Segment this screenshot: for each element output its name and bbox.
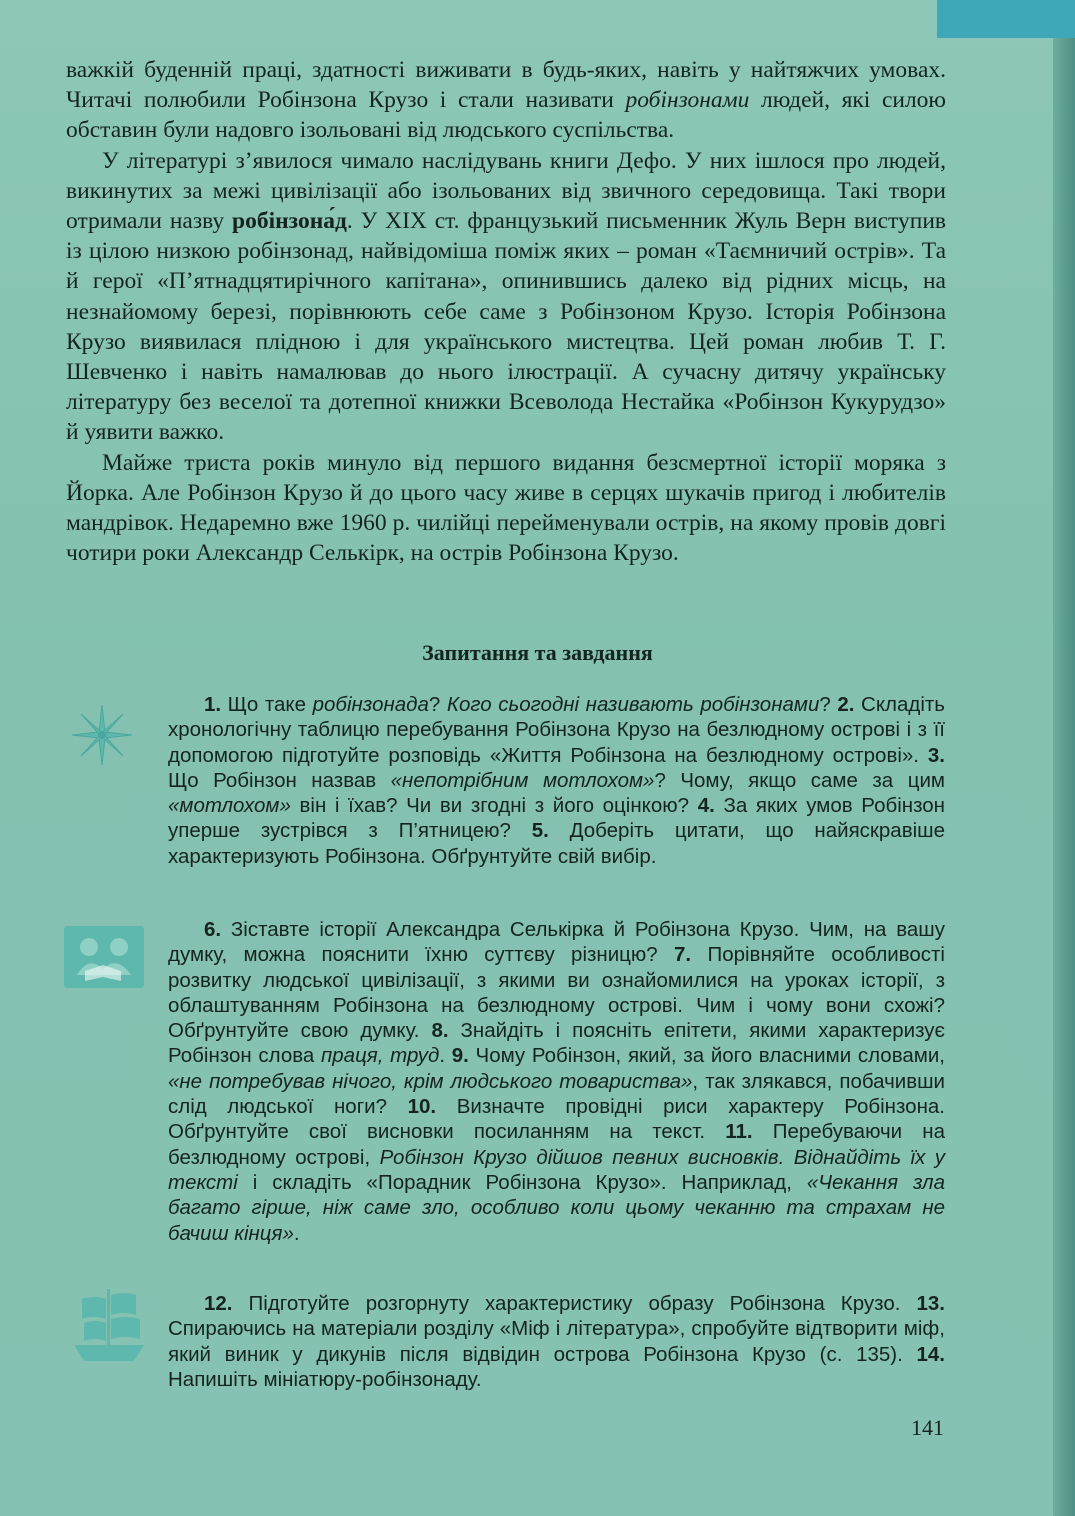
reading-children-icon xyxy=(63,925,145,989)
task-number: 2. xyxy=(837,693,855,716)
task-emphasis: робінзонада xyxy=(312,693,429,716)
task-text: Складіть хронологічну таблицю перебування Робінзона Крузо на безлюдному острові і з її допомогою підготуйте розповідь «Життя Робінзона на безлюдному острові». xyxy=(168,693,945,767)
task-text: ? Чому, якщо саме за цим xyxy=(654,768,945,792)
task-text: , так злякався, побачивши слід людської ноги? xyxy=(168,1069,945,1119)
task-text: Що Робінзон назвав xyxy=(168,768,391,792)
task-number: 12. xyxy=(204,1292,233,1315)
paragraph-3: Майже триста років минуло від першого видання безсмертної історії моряка з Йорка. Але Робінзон Крузо й до цього часу живе в серцях шукачів пригод і любителів мандрівок. Недаремно вже 1960 р. чилійці перейменували острів, на якому провів довгі чотири роки Александр Селькірк, на острів Робінзона Крузо. xyxy=(66,449,946,567)
chapter-corner-tab xyxy=(937,0,1075,38)
task-number: 8. xyxy=(431,1019,449,1043)
paragraph-2 xyxy=(66,146,946,448)
task-number: 7. xyxy=(674,943,692,967)
task-number: 4. xyxy=(697,794,715,818)
task-number: 1. xyxy=(204,693,222,716)
task-text: Напишіть мініатюру-робінзонаду. xyxy=(168,1367,482,1391)
task-number: 14. xyxy=(916,1342,945,1366)
task-text: він і їхав? Чи ви згодні з його оцінкою? xyxy=(290,794,698,818)
task-text: Що таке xyxy=(221,693,313,716)
task-number: 9. xyxy=(451,1044,469,1068)
task-text: Підготуйте розгорнуту характеристику образу Робінзона Крузо. xyxy=(232,1292,917,1315)
task-emphasis: праця, труд xyxy=(321,1044,440,1068)
tasks-block-2 xyxy=(168,917,945,1246)
task-text: Чому Робінзон, який, за його власними словами, xyxy=(468,1044,945,1068)
tasks-block-1 xyxy=(168,692,945,869)
task-text: . xyxy=(293,1221,300,1245)
paragraph-1 xyxy=(66,55,946,146)
compass-rose-icon xyxy=(70,703,134,767)
tasks-block-3 xyxy=(168,1291,945,1392)
task-number: 10. xyxy=(407,1095,437,1119)
task-text: Знайдіть і поясніть епітети, якими характеризує Робінзон слова xyxy=(168,1019,946,1068)
p1-emphasis: робінзонами xyxy=(625,87,750,114)
task-text: Порівняйте особливості розвитку людської цивілізації, з якими ви ознайомилися на уроках історії, з облаштуванням Робінзона на безлюдному острові. Чим і чому вони схожі? Обґрунтуйте свою думку. xyxy=(168,943,945,1043)
task-text: Доберіть цитати, що найяскравіше характеризують Робінзона. Обґрунтуйте свій вибір. xyxy=(168,819,945,868)
task-emphasis: «мотлохом» xyxy=(168,794,291,818)
task-number: 6. xyxy=(204,918,222,941)
p1-text-b: людей, які силою обставин були надовго ізольовані від людського суспільства. xyxy=(66,87,946,144)
p1-text-a: важкій буденній праці, здатності виживати в будь-яких, навіть у найтяжчих умовах. Читачі полюбили Робінзона Крузо і стали називати xyxy=(66,57,946,114)
task-number: 13. xyxy=(916,1292,945,1315)
task-quote: «Чекання зла багато гірше, ніж саме зло, особливо коли цьому чеканню та страхам не бачиш кінця» xyxy=(168,1170,946,1245)
task-text: Зіставте історії Александра Селькірка й Робінзона Крузо. Чим, на вашу думку, можна пояснити їхню суттєву різницю? xyxy=(168,918,945,967)
task-text: За яких умов Робінзон уперше зустрівся з П’ятницею? xyxy=(168,794,945,843)
task-number: 11. xyxy=(725,1120,753,1144)
page-edge-shadow xyxy=(1053,38,1075,1516)
task-emphasis: робінзонами xyxy=(700,693,820,716)
task-emphasis: Кого сьогодні називають xyxy=(446,693,694,716)
task-emphasis: Робінзон Крузо дійшов певних висновків. Віднайдіть їх у тексті xyxy=(168,1145,945,1194)
p2-term: робінзона́д xyxy=(232,208,347,235)
task-number: 3. xyxy=(927,743,945,767)
task-text: ? xyxy=(819,693,838,716)
task-emphasis: «непотрібним мотлохом» xyxy=(390,768,655,792)
task-text: Спираючись на матеріали розділу «Міф і література», спробуйте відтворити міф, який виник у дикунів після відвідин острова Робінзона Крузо (с. 135). xyxy=(168,1317,945,1366)
section-heading: Запитання та завдання xyxy=(422,640,653,665)
sailing-ship-icon xyxy=(70,1285,148,1367)
task-emphasis: «не потребував нічого, крім людського товариства» xyxy=(168,1069,693,1093)
task-number: 5. xyxy=(531,819,549,843)
task-text: . xyxy=(439,1044,452,1068)
task-text: Перебуваючи на безлюдному острові, xyxy=(168,1120,945,1169)
task-text: Визначте провідні риси характеру Робінзона. Обґрунтуйте свої висновки посиланням на текст. xyxy=(168,1095,945,1144)
body-text xyxy=(66,55,946,568)
page-number: 141 xyxy=(911,1415,944,1440)
p2-text-b: . У XIX ст. французький письменник Жуль Верн виступив із цілою низкою робінзонад, найвідоміша поміж яких – роман «Таємничий острів». Та й герої «П’ятнадцятирічного капітана», опинившись далеко від рідних місць, на незнайомому березі, порівнюють себе саме з Робінзоном Крузо. Історія Робінзона Крузо виявилася плідною і для українського мистецтва. Цей роман любив Т. Г. Шевченко і навіть намалював до нього ілюстрації. А сучасну дитячу українську літературу без веселої та дотепної книжки Всеволода Нестайка «Робінзон Кукурудзо» й уявити важко. xyxy=(66,208,946,446)
task-text: ? xyxy=(428,693,447,716)
p2-text-a: У літературі з’явилося чимало наслідувань книги Дефо. У них ішлося про людей, викинутих за межі цивілізації або ізольованих від звичного середовища. Такі твори отримали назву xyxy=(66,147,946,235)
task-text: і складіть «Порадник Робінзона Крузо». Наприклад, xyxy=(237,1170,807,1194)
